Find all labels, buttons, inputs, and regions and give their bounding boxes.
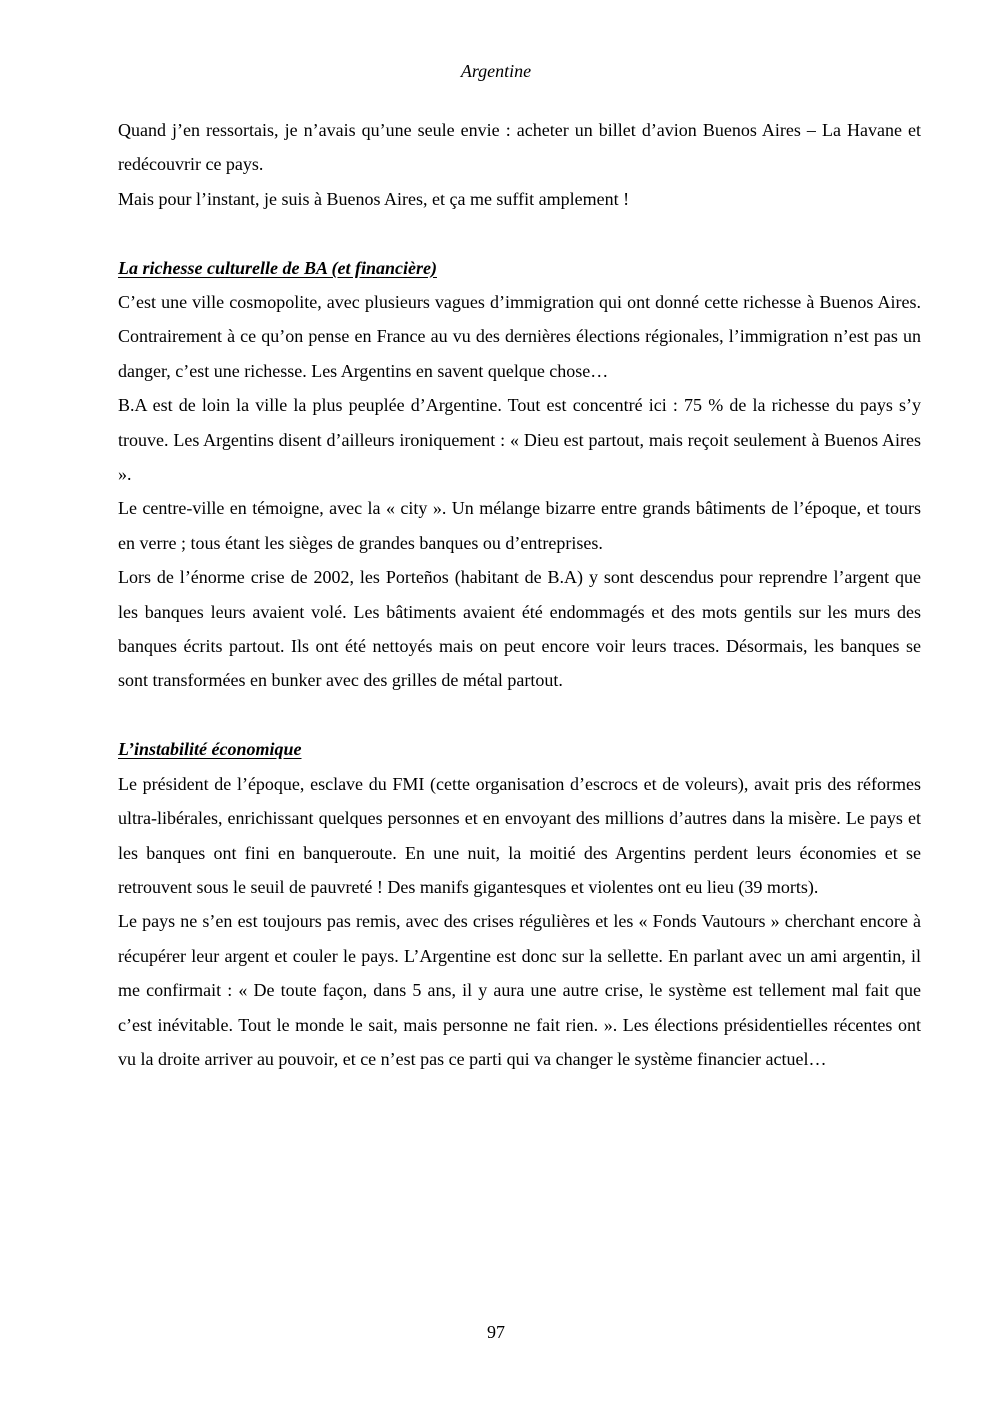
section2-paragraph-1: Le président de l’époque, esclave du FMI (cette organisation d’escrocs et de voleurs), avait pris des réformes ultra-libérales, enrichissant quelques personnes et en envoyant des millions d’autres dans la misère. Le pays et les banques ont fini en banqueroute. En une nuit, la moitié des Argentins perdent leurs économies et se retrouvent sous le seuil de pauvreté ! Des manifs gigantesques et violentes ont eu lieu (39 morts).	[118, 773, 921, 897]
running-header: Argentine	[460, 61, 532, 81]
section1-paragraph-1: C’est une ville cosmopolite, avec plusieurs vagues d’immigration qui ont donné cette richesse à Buenos Aires. Contrairement à ce qu’on pense en France au vu des dernières élections régionales, l’immigration n’est pas un danger, c’est une richesse. Les Argentins en savent quelque chose…	[118, 292, 921, 381]
intro-paragraph-2: Mais pour l’instant, je suis à Buenos Aires, et ça me suffit amplement !	[118, 188, 630, 209]
section1-paragraph-3: Le centre-ville en témoigne, avec la « city ». Un mélange bizarre entre grands bâtiments de l’époque, et tours en verre ; tous étant les sièges de grandes banques ou d’entreprises.	[118, 498, 921, 553]
section-heading-economic-instability: L’instabilité économique	[118, 739, 302, 760]
section1-paragraph-4: Lors de l’énorme crise de 2002, les Porteños (habitant de B.A) y sont descendus pour reprendre l’argent que les banques leurs avaient volé. Les bâtiments avaient été endommagés et des mots gentils sur les murs des banques écrits partout. Ils ont été nettoyés mais on peut encore voir leurs traces. Désormais, les banques se sont transformées en bunker avec des grilles de métal partout.	[118, 567, 921, 691]
section2-paragraph-2: Le pays ne s’en est toujours pas remis, avec des crises régulières et les « Fonds Vautours » cherchant encore à récupérer leur argent et couler le pays. L’Argentine est donc sur la sellette. En parlant avec un ami argentin, il me confirmait : « De toute façon, dans 5 ans, il y aura une autre crise, le système est tellement mal fait que c’est inévitable. Tout le monde le sait, mais personne ne fait rien. ». Les élections présidentielles récentes ont vu la droite arriver au pouvoir, et ce n’est pas ce parti qui va changer le système financier actuel…	[118, 911, 921, 1069]
page-content	[118, 113, 921, 1076]
intro-paragraph-1: Quand j’en ressortais, je n’avais qu’une seule envie : acheter un billet d’avion Buenos Aires – La Havane et redécouvrir ce pays.	[118, 120, 921, 175]
page-number: 97	[487, 1322, 505, 1342]
section-heading-cultural-wealth: La richesse culturelle de BA (et financière)	[118, 257, 437, 278]
section1-paragraph-2: B.A est de loin la ville la plus peuplée d’Argentine. Tout est concentré ici : 75 % de la richesse du pays s’y trouve. Les Argentins disent d’ailleurs ironiquement : « Dieu est partout, mais reçoit seulement à Buenos Aires ».	[118, 395, 921, 485]
